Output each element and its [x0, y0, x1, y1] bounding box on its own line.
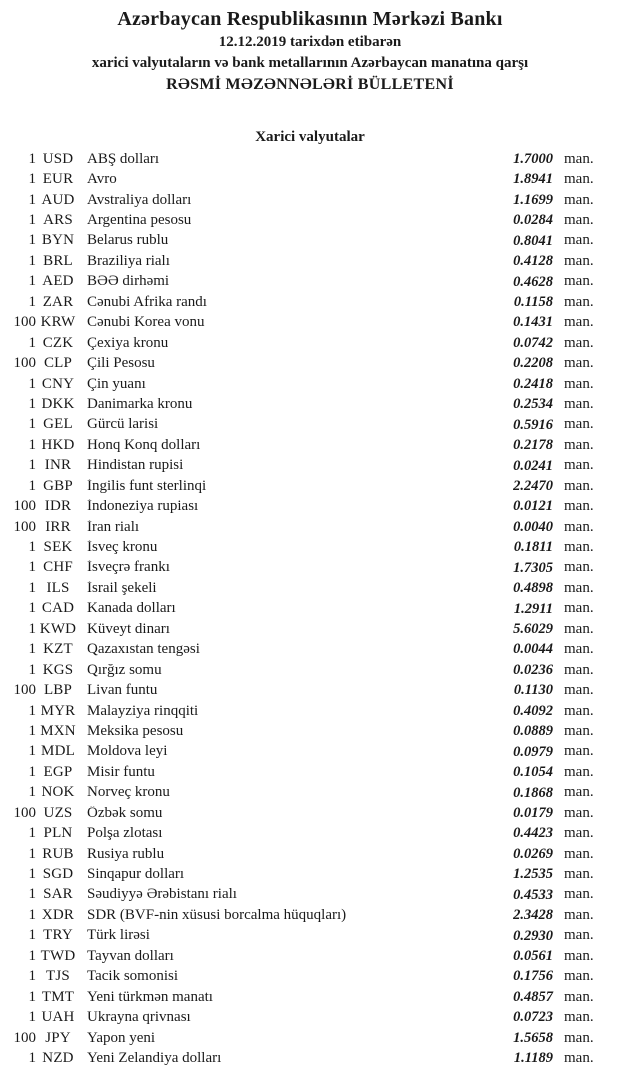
unit-label: man. [564, 395, 594, 412]
nominal-value: 100 [13, 355, 36, 372]
currency-code: EUR [42, 171, 74, 188]
nominal-value: 1 [28, 866, 36, 883]
exchange-rate-value: 0.2418 [513, 375, 553, 392]
currency-row [0, 496, 620, 516]
currency-name: İsveç kronu [87, 540, 158, 556]
currency-row [0, 864, 620, 884]
currency-row [0, 231, 620, 251]
currency-name: Danimarka kronu [87, 396, 193, 412]
currency-code: BRL [43, 252, 73, 269]
currency-code: GBP [43, 477, 73, 494]
unit-label: man. [564, 702, 594, 719]
currency-name: İngilis funt sterlinqi [87, 478, 207, 494]
currency-name: Rusiya rublu [87, 846, 165, 862]
currency-code: AUD [41, 191, 75, 208]
currency-code: SEK [43, 539, 73, 556]
exchange-rate-value: 0.0044 [513, 641, 553, 658]
nominal-value: 1 [28, 559, 36, 576]
nominal-value: 1 [28, 1009, 36, 1026]
exchange-rate-value: 0.4628 [513, 273, 553, 290]
currency-name: SDR (BVF-nin xüsusi borcalma hüquqları) [87, 907, 347, 923]
nominal-value: 1 [28, 784, 36, 801]
currency-name: Avstraliya dolları [87, 192, 192, 208]
exchange-rate-value: 0.4898 [513, 580, 553, 597]
bulletin-title: RƏSMİ MƏZƏNNƏLƏRİ BÜLLETENİ [166, 76, 454, 93]
currency-code: TRY [43, 927, 73, 944]
bulletin-header [0, 0, 620, 96]
nominal-value: 1 [28, 947, 36, 964]
currency-row [0, 721, 620, 741]
exchange-rate-value: 0.4423 [513, 825, 553, 842]
currency-row [0, 476, 620, 496]
effective-date-line: 12.12.2019 tarixdən etibarən [218, 34, 402, 50]
exchange-rate-value: 0.1130 [513, 682, 553, 699]
exchange-rate-value: 0.4533 [513, 886, 553, 903]
exchange-rate-value: 1.1699 [513, 191, 553, 208]
currency-row [0, 374, 620, 394]
exchange-rate-value: 0.2178 [513, 437, 553, 454]
currency-name: Çexiya kronu [87, 335, 169, 351]
currency-name: Hindistan rupisi [87, 458, 184, 474]
exchange-rate-value: 0.8041 [513, 232, 553, 249]
currency-code: TJS [46, 968, 70, 985]
currency-code: CNY [41, 375, 75, 392]
unit-label: man. [564, 375, 594, 392]
nominal-value: 1 [28, 988, 36, 1005]
currency-name: Misir funtu [87, 764, 155, 780]
currency-row [0, 394, 620, 414]
unit-label: man. [564, 1009, 594, 1026]
nominal-value: 1 [28, 825, 36, 842]
currency-name: Avro [87, 172, 117, 188]
nominal-value: 1 [28, 395, 36, 412]
nominal-value: 1 [28, 763, 36, 780]
nominal-value: 1 [28, 191, 36, 208]
currency-row [0, 987, 620, 1007]
currency-code: BYN [41, 232, 75, 249]
exchange-rate-value: 2.2470 [513, 477, 553, 494]
currency-code: KGS [42, 661, 74, 678]
currency-row [0, 640, 620, 660]
currency-name: Çili Pesosu [87, 356, 155, 372]
nominal-value: 1 [28, 600, 36, 617]
exchange-rate-value: 0.1756 [513, 968, 553, 985]
nominal-value: 1 [28, 845, 36, 862]
currency-name: Norveç kronu [87, 785, 170, 801]
unit-label: man. [564, 559, 594, 576]
currency-code: RUB [42, 845, 74, 862]
unit-label: man. [564, 906, 594, 923]
unit-label: man. [564, 334, 594, 351]
unit-label: man. [564, 641, 594, 658]
currency-name: İran rialı [87, 519, 140, 535]
currency-name: Malayziya rinqqiti [87, 703, 199, 719]
nominal-value: 100 [13, 1029, 36, 1046]
exchange-rate-value: 0.0040 [513, 518, 553, 535]
nominal-value: 1 [28, 212, 36, 229]
currency-code: ILS [46, 579, 70, 596]
currency-code: IDR [44, 498, 72, 515]
exchange-rate-value: 0.0742 [513, 334, 553, 351]
currency-row [0, 456, 620, 476]
currency-row [0, 169, 620, 189]
unit-label: man. [564, 273, 594, 290]
currency-code: DKK [41, 395, 75, 412]
exchange-rate-value: 0.0561 [513, 948, 553, 965]
currency-name: Yeni Zelandiya dolları [87, 1050, 222, 1066]
nominal-value: 1 [28, 477, 36, 494]
exchange-rate-value: 0.0179 [513, 804, 553, 821]
currency-code: LBP [43, 682, 73, 699]
unit-label: man. [564, 620, 594, 637]
currency-code: KWD [39, 620, 77, 637]
currency-name: Yapon yeni [87, 1030, 156, 1046]
unit-label: man. [564, 784, 594, 801]
unit-label: man. [564, 212, 594, 229]
unit-label: man. [564, 886, 594, 903]
unit-label: man. [564, 682, 594, 699]
currency-row [0, 844, 620, 864]
nominal-value: 1 [28, 620, 36, 637]
currency-row [0, 517, 620, 537]
currency-row [0, 353, 620, 373]
currency-row [0, 783, 620, 803]
nominal-value: 1 [28, 150, 36, 167]
nominal-value: 1 [28, 436, 36, 453]
currency-code: XDR [41, 906, 75, 923]
currency-row [0, 1007, 620, 1027]
unit-label: man. [564, 968, 594, 985]
currency-row [0, 415, 620, 435]
nominal-value: 1 [28, 539, 36, 556]
currency-name: Yeni türkmən manatı [87, 989, 213, 1005]
currency-name: Türk lirəsi [87, 928, 150, 944]
unit-label: man. [564, 988, 594, 1005]
currency-code: NOK [41, 784, 75, 801]
currency-row [0, 742, 620, 762]
nominal-value: 1 [28, 457, 36, 474]
currency-row [0, 190, 620, 210]
currency-row [0, 599, 620, 619]
exchange-rate-value: 1.7305 [513, 559, 553, 576]
currency-row [0, 619, 620, 639]
unit-label: man. [564, 539, 594, 556]
currency-row [0, 1028, 620, 1048]
currency-name: Kanada dolları [87, 601, 176, 617]
currency-code: MDL [41, 743, 75, 760]
nominal-value: 1 [28, 702, 36, 719]
currency-code: PLN [43, 825, 73, 842]
currency-name: BƏƏ dirhəmi [87, 274, 170, 290]
currency-name: Qırğız somu [87, 662, 162, 678]
currency-row [0, 149, 620, 169]
bank-title: Azərbaycan Respublikasının Mərkəzi Bankı [117, 8, 503, 30]
currency-name: Meksika pesosu [87, 723, 184, 739]
currency-row [0, 313, 620, 333]
currency-code: IRR [45, 518, 71, 535]
unit-label: man. [564, 743, 594, 760]
currency-code: MYR [40, 702, 76, 719]
currency-row [0, 680, 620, 700]
exchange-rate-value: 0.1868 [513, 784, 553, 801]
unit-label: man. [564, 252, 594, 269]
currency-code: INR [44, 457, 72, 474]
exchange-rate-value: 0.0269 [513, 845, 553, 862]
exchange-rate-value: 0.4092 [513, 702, 553, 719]
currency-code: TWD [40, 947, 76, 964]
unit-label: man. [564, 763, 594, 780]
nominal-value: 1 [28, 232, 36, 249]
currency-code: ARS [43, 212, 73, 229]
unit-label: man. [564, 579, 594, 596]
currency-code: CHF [43, 559, 73, 576]
currency-name: İsveçrə frankı [87, 560, 170, 576]
currency-name: İndoneziya rupiası [87, 499, 199, 515]
exchange-rate-value: 0.2534 [513, 396, 553, 413]
currency-name: Gürcü larisi [87, 417, 159, 433]
exchange-rate-value: 0.4128 [513, 253, 553, 270]
unit-label: man. [564, 722, 594, 739]
nominal-value: 100 [13, 498, 36, 515]
exchange-rate-value: 1.5658 [513, 1029, 553, 1046]
currency-row [0, 333, 620, 353]
currency-code: ZAR [42, 293, 74, 310]
unit-label: man. [564, 314, 594, 331]
currency-name: Ukrayna qrivnası [87, 1010, 191, 1026]
currency-row [0, 558, 620, 578]
exchange-rate-value: 5.6029 [513, 621, 553, 638]
nominal-value: 1 [28, 886, 36, 903]
currency-name: Livan funtu [87, 683, 158, 699]
currency-row [0, 803, 620, 823]
currency-row [0, 905, 620, 925]
subtitle-line: xarici valyutaların və bank metallarının Azərbaycan manatına qarşı [91, 55, 529, 71]
nominal-value: 1 [28, 661, 36, 678]
exchange-rate-value: 1.2535 [513, 866, 553, 883]
currency-row [0, 292, 620, 312]
currency-code: JPY [45, 1029, 71, 1046]
currency-code: CZK [42, 334, 74, 351]
currency-code: UAH [41, 1009, 75, 1026]
currency-row [0, 823, 620, 843]
nominal-value: 1 [28, 416, 36, 433]
nominal-value: 100 [13, 804, 36, 821]
currency-code: SGD [42, 866, 74, 883]
exchange-rate-value: 1.2911 [513, 600, 553, 617]
exchange-rate-value: 0.0121 [513, 498, 553, 515]
currency-row [0, 1048, 620, 1068]
currency-row [0, 251, 620, 271]
currency-name: Qazaxıstan tengəsi [87, 642, 200, 658]
currency-code: USD [42, 150, 74, 167]
unit-label: man. [564, 1029, 594, 1046]
exchange-rate-value: 2.3428 [513, 907, 553, 924]
currency-name: Polşa zlotası [87, 826, 163, 842]
currency-code: TMT [41, 988, 75, 1005]
currency-code: MXN [40, 722, 76, 739]
unit-label: man. [564, 866, 594, 883]
exchange-rate-value: 0.0236 [513, 661, 553, 678]
nominal-value: 1 [28, 968, 36, 985]
currency-row [0, 578, 620, 598]
currency-code: SAR [43, 886, 73, 903]
exchange-rate-value: 0.1158 [513, 294, 553, 311]
currency-row [0, 885, 620, 905]
exchange-rate-value: 0.1054 [513, 764, 553, 781]
currency-code: HKD [41, 436, 75, 453]
currency-row [0, 210, 620, 230]
exchange-rate-value: 0.0889 [513, 723, 553, 740]
currency-code: CAD [41, 600, 75, 617]
unit-label: man. [564, 457, 594, 474]
unit-label: man. [564, 477, 594, 494]
nominal-value: 100 [13, 314, 36, 331]
unit-label: man. [564, 661, 594, 678]
nominal-value: 1 [28, 252, 36, 269]
exchange-rate-value: 0.1431 [513, 314, 553, 331]
unit-label: man. [564, 825, 594, 842]
currency-name: Cənubi Korea vonu [87, 315, 205, 331]
currency-name: Braziliya rialı [87, 253, 170, 269]
currency-rates-table [0, 149, 620, 1069]
nominal-value: 1 [28, 579, 36, 596]
currency-name: Sinqapur dolları [87, 867, 185, 883]
unit-label: man. [564, 355, 594, 372]
currency-row [0, 435, 620, 455]
currency-row [0, 762, 620, 782]
nominal-value: 100 [13, 682, 36, 699]
exchange-rate-value: 0.2208 [513, 355, 553, 372]
nominal-value: 1 [28, 722, 36, 739]
exchange-rate-value: 0.5916 [513, 416, 553, 433]
currency-name: Honq Konq dolları [87, 437, 201, 453]
currency-name: Tayvan dolları [87, 948, 174, 964]
currency-code: AED [42, 273, 74, 290]
currency-row [0, 946, 620, 966]
currency-name: Cənubi Afrika randı [87, 294, 207, 310]
unit-label: man. [564, 1049, 594, 1066]
exchange-rate-value: 0.2930 [513, 927, 553, 944]
unit-label: man. [564, 498, 594, 515]
exchange-rate-value: 0.0979 [513, 743, 553, 760]
nominal-value: 1 [28, 273, 36, 290]
nominal-value: 100 [13, 518, 36, 535]
nominal-value: 1 [28, 743, 36, 760]
nominal-value: 1 [28, 641, 36, 658]
currency-row [0, 660, 620, 680]
currency-code: KZT [43, 641, 73, 658]
nominal-value: 1 [28, 1049, 36, 1066]
currency-code: KRW [40, 314, 76, 331]
currency-code: CLP [43, 355, 73, 372]
nominal-value: 1 [28, 927, 36, 944]
nominal-value: 1 [28, 906, 36, 923]
nominal-value: 1 [28, 293, 36, 310]
currency-row [0, 701, 620, 721]
exchange-rate-value: 0.1811 [513, 539, 553, 556]
currency-row [0, 967, 620, 987]
currency-code: UZS [43, 804, 73, 821]
unit-label: man. [564, 804, 594, 821]
unit-label: man. [564, 600, 594, 617]
currency-code: EGP [43, 763, 73, 780]
unit-label: man. [564, 293, 594, 310]
currency-name: İsrail şekeli [87, 580, 157, 596]
unit-label: man. [564, 518, 594, 535]
section-title-foreign-currencies: Xarici valyutalar [255, 129, 365, 145]
unit-label: man. [564, 232, 594, 249]
unit-label: man. [564, 927, 594, 944]
nominal-value: 1 [28, 375, 36, 392]
unit-label: man. [564, 150, 594, 167]
currency-name: Argentina pesosu [87, 213, 192, 229]
currency-name: Özbək somu [87, 805, 163, 821]
currency-code: GEL [43, 416, 73, 433]
exchange-rate-value: 0.0723 [513, 1009, 553, 1026]
exchange-rate-value: 1.7000 [513, 150, 553, 167]
exchange-rate-value: 0.0241 [513, 457, 553, 474]
exchange-rate-value: 0.0284 [513, 212, 553, 229]
currency-row [0, 537, 620, 557]
unit-label: man. [564, 436, 594, 453]
currency-row [0, 272, 620, 292]
currency-name: Çin yuanı [87, 376, 146, 392]
currency-name: Səudiyyə Ərəbistanı rialı [87, 887, 237, 903]
currency-name: ABŞ dolları [87, 151, 160, 167]
unit-label: man. [564, 191, 594, 208]
currency-name: Belarus rublu [87, 233, 169, 249]
currency-code: NZD [42, 1049, 74, 1066]
unit-label: man. [564, 171, 594, 188]
nominal-value: 1 [28, 171, 36, 188]
currency-name: Tacik somonisi [87, 969, 179, 985]
exchange-rate-value: 0.4857 [513, 988, 553, 1005]
exchange-rate-value: 1.1189 [513, 1050, 553, 1067]
currency-row [0, 926, 620, 946]
unit-label: man. [564, 947, 594, 964]
unit-label: man. [564, 845, 594, 862]
unit-label: man. [564, 416, 594, 433]
currency-name: Küveyt dinarı [87, 621, 170, 637]
currency-name: Moldova leyi [87, 744, 168, 760]
exchange-rate-value: 1.8941 [513, 171, 553, 188]
nominal-value: 1 [28, 334, 36, 351]
